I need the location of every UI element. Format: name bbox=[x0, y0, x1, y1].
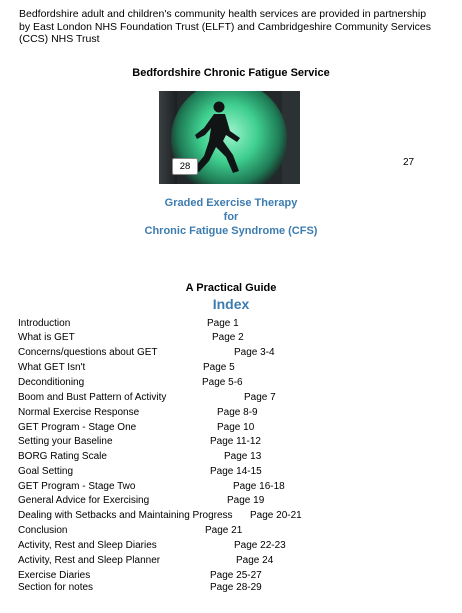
toc-entry-page: Page 7 bbox=[244, 392, 276, 403]
toc-entry-title: Concerns/questions about GET bbox=[18, 347, 158, 358]
toc-entry bbox=[0, 361, 462, 374]
toc-entry-page: Page 19 bbox=[227, 495, 265, 506]
toc-entry bbox=[0, 346, 462, 359]
toc-entry-page: Page 28-29 bbox=[210, 582, 262, 593]
toc-entry-page: Page 3-4 bbox=[234, 347, 275, 358]
toc-entry-page: Page 1 bbox=[207, 318, 239, 329]
document-title-line-3: Chronic Fatigue Syndrome (CFS) bbox=[144, 225, 318, 237]
toc-entry bbox=[0, 581, 462, 594]
toc-entry-page: Page 2 bbox=[212, 332, 244, 343]
toc-entry-page: Page 22-23 bbox=[234, 540, 286, 551]
toc-entry-title: Section for notes bbox=[18, 582, 94, 593]
toc-entry-title: What GET Isn't bbox=[18, 362, 86, 373]
document-title-line-2: for bbox=[223, 211, 239, 223]
toc-entry-title: Dealing with Setbacks and Maintaining Progress bbox=[18, 510, 233, 521]
toc-entry-page: Page 14-15 bbox=[210, 466, 262, 477]
toc-entry-page: Page 24 bbox=[236, 555, 274, 566]
toc-entry-title: General Advice for Exercising bbox=[18, 495, 150, 506]
toc-entry bbox=[0, 524, 462, 537]
toc-entry-title: What is GET bbox=[18, 332, 75, 343]
toc-entry-title: Introduction bbox=[18, 318, 71, 329]
toc-entry-title: GET Program - Stage Two bbox=[18, 481, 136, 492]
toc-entry-title: Activity, Rest and Sleep Planner bbox=[18, 555, 161, 566]
toc-entry bbox=[0, 494, 462, 507]
toc-entry-page: Page 21 bbox=[205, 525, 243, 536]
toc-entry-page: Page 10 bbox=[217, 422, 255, 433]
toc-entry-title: Exercise Diaries bbox=[18, 570, 91, 581]
toc-entry bbox=[0, 509, 462, 522]
toc-entry-title: BORG Rating Scale bbox=[18, 451, 107, 462]
toc-entry-page: Page 5-6 bbox=[202, 377, 243, 388]
toc-entry-page: Page 11-12 bbox=[210, 436, 261, 447]
toc-entry-title: Deconditioning bbox=[18, 377, 85, 388]
toc-entry-page: Page 25-27 bbox=[210, 570, 262, 581]
toc-entry-page: Page 13 bbox=[224, 451, 262, 462]
toc-entry-title: Activity, Rest and Sleep Diaries bbox=[18, 540, 157, 551]
index-heading: Index bbox=[212, 296, 250, 312]
toc-entry bbox=[0, 317, 462, 330]
guide-title: A Practical Guide bbox=[185, 282, 277, 294]
toc-entry bbox=[0, 554, 462, 567]
toc-entry bbox=[0, 391, 462, 404]
toc-entry bbox=[0, 465, 462, 478]
toc-entry-page: Page 8-9 bbox=[217, 407, 258, 418]
toc-entry bbox=[0, 539, 462, 552]
intro-paragraph: Bedfordshire adult and children's community health services are provided in partnership by East London NHS Foundation Trust (ELFT) and Cambridgeshire Community Services (CCS) NHS Trust bbox=[19, 8, 432, 45]
toc-entry-title: Goal Setting bbox=[18, 466, 74, 477]
toc-entry-title: Setting your Baseline bbox=[18, 436, 113, 447]
toc-entry bbox=[0, 406, 462, 419]
toc-entry bbox=[0, 450, 462, 463]
toc-entry bbox=[0, 421, 462, 434]
document-title bbox=[0, 196, 462, 238]
toc-entry-title: Boom and Bust Pattern of Activity bbox=[18, 392, 167, 403]
toc-entry-page: Page 5 bbox=[203, 362, 235, 373]
page-number: 27 bbox=[403, 157, 415, 168]
document-title-line-1: Graded Exercise Therapy bbox=[164, 197, 298, 209]
toc-entry-title: Normal Exercise Response bbox=[18, 407, 140, 418]
toc-entry bbox=[0, 331, 462, 344]
toc-entry-page: Page 16-18 bbox=[233, 481, 285, 492]
toc-entry-title: GET Program - Stage One bbox=[18, 422, 137, 433]
image-page-badge: 28 bbox=[172, 158, 198, 175]
toc-entry-title: Conclusion bbox=[18, 525, 68, 536]
toc-entry bbox=[0, 480, 462, 493]
toc-entry-page: Page 20-21 bbox=[250, 510, 302, 521]
toc-entry bbox=[0, 435, 462, 448]
toc-entry bbox=[0, 376, 462, 389]
service-title: Bedfordshire Chronic Fatigue Service bbox=[132, 67, 330, 79]
